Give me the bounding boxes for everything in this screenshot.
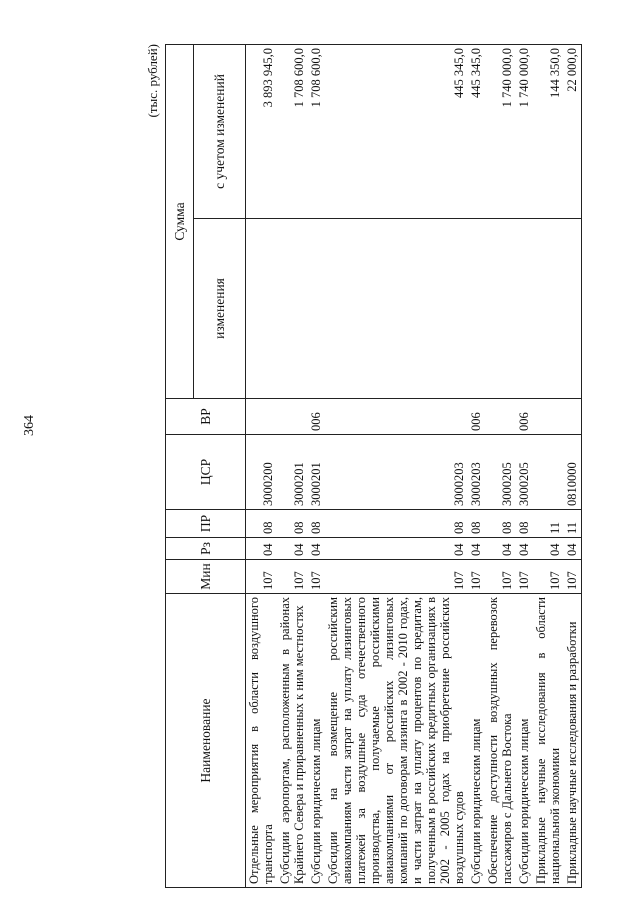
cell-changes [325,219,468,399]
cell-name: Субсидии юридическим лицам [468,594,485,888]
cell-vr [325,399,468,435]
header-rz: Рз [166,538,246,560]
cell-rz: 04 [277,538,308,560]
cell-pr: 08 [308,510,325,538]
header-name: Наименование [166,594,246,888]
units-note: (тыс. рублей) [145,44,160,118]
page-number: 364 [22,415,37,436]
cell-total: 1 708 600,0 [277,44,308,218]
cell-name: Субсидии юридическим лицам [308,594,325,888]
cell-total: 1 740 000,0 [485,44,516,218]
cell-csr: 3000205 [485,435,516,510]
budget-table [165,44,582,888]
cell-pr: 08 [516,510,533,538]
cell-min: 107 [277,560,308,594]
cell-csr: 3000201 [308,435,325,510]
cell-pr: 08 [277,510,308,538]
cell-pr: 11 [564,510,582,538]
cell-min: 107 [246,560,278,594]
header-changes: изменения [194,219,246,399]
cell-name: Обеспечение доступности воздушных перевозок пассажиров с Дальнего Востока [485,594,516,888]
cell-rz: 04 [325,538,468,560]
cell-rz: 04 [516,538,533,560]
cell-vr [277,399,308,435]
table-row [246,44,278,887]
cell-min: 107 [308,560,325,594]
cell-rz: 04 [308,538,325,560]
cell-pr: 08 [485,510,516,538]
cell-vr [485,399,516,435]
cell-min: 107 [468,560,485,594]
cell-rz: 04 [246,538,278,560]
cell-name: Прикладные научные исследования и разработки [564,594,582,888]
cell-rz: 04 [485,538,516,560]
cell-total: 144 350,0 [533,44,564,218]
table-row [516,44,533,887]
cell-csr: 0810000 [564,435,582,510]
cell-changes [277,219,308,399]
table-row [308,44,325,887]
table-row [325,44,468,887]
table-row [468,44,485,887]
cell-changes [246,219,278,399]
cell-changes [516,219,533,399]
cell-pr: 08 [246,510,278,538]
cell-csr: 3000203 [468,435,485,510]
header-vr: ВР [166,399,246,435]
cell-min: 107 [485,560,516,594]
table-row [485,44,516,887]
cell-min: 107 [533,560,564,594]
cell-rz: 04 [564,538,582,560]
cell-csr: 3000201 [277,435,308,510]
cell-rz: 04 [533,538,564,560]
cell-min: 107 [564,560,582,594]
cell-changes [468,219,485,399]
cell-vr [564,399,582,435]
cell-name: Прикладные научные исследования в области национальной экономики [533,594,564,888]
cell-vr [246,399,278,435]
cell-min: 107 [516,560,533,594]
cell-name: Субсидии на возмещение российским авиакомпаниям части затрат на уплату лизинговых платежей за воздушные суда отечественного производства, получаемые российскими авиакомпаниями от российских лизинговых компаний по договорам лизинга в 2002 - 2010 годах, и части затрат на уплату процентов по кредитам, полученным в российских кредитных организациях в 2002 - 2005 годах на приобретение российских воздушных судов [325,594,468,888]
cell-vr [533,399,564,435]
cell-csr: 3000203 [325,435,468,510]
cell-changes [308,219,325,399]
cell-csr: 3000205 [516,435,533,510]
cell-total: 1 708 600,0 [308,44,325,218]
cell-changes [533,219,564,399]
cell-vr: 006 [516,399,533,435]
header-with-changes: с учетом изменений [194,44,246,218]
cell-total: 3 893 945,0 [246,44,278,218]
cell-name: Отдельные мероприятия в области воздушного транспорта [246,594,278,888]
table-row [564,44,582,887]
cell-total: 445 345,0 [468,44,485,218]
table-row [277,44,308,887]
cell-csr: 3000200 [246,435,278,510]
rotated-table-page [145,38,615,888]
table-body [246,44,582,887]
cell-pr: 08 [325,510,468,538]
header-min: Мин [166,560,246,594]
cell-vr: 006 [308,399,325,435]
cell-vr: 006 [468,399,485,435]
cell-total: 1 740 000,0 [516,44,533,218]
cell-changes [564,219,582,399]
cell-name: Субсидии аэропортам, расположенным в районах Крайнего Севера и приравненных к ним местностях [277,594,308,888]
header-sum: Сумма [166,44,194,398]
cell-csr [533,435,564,510]
cell-min: 107 [325,560,468,594]
cell-changes [485,219,516,399]
cell-rz: 04 [468,538,485,560]
header-pr: ПР [166,510,246,538]
cell-pr: 11 [533,510,564,538]
cell-name: Субсидии юридическим лицам [516,594,533,888]
cell-pr: 08 [468,510,485,538]
header-csr: ЦСР [166,435,246,510]
table-row [533,44,564,887]
cell-total: 22 000,0 [564,44,582,218]
cell-total: 445 345,0 [325,44,468,218]
